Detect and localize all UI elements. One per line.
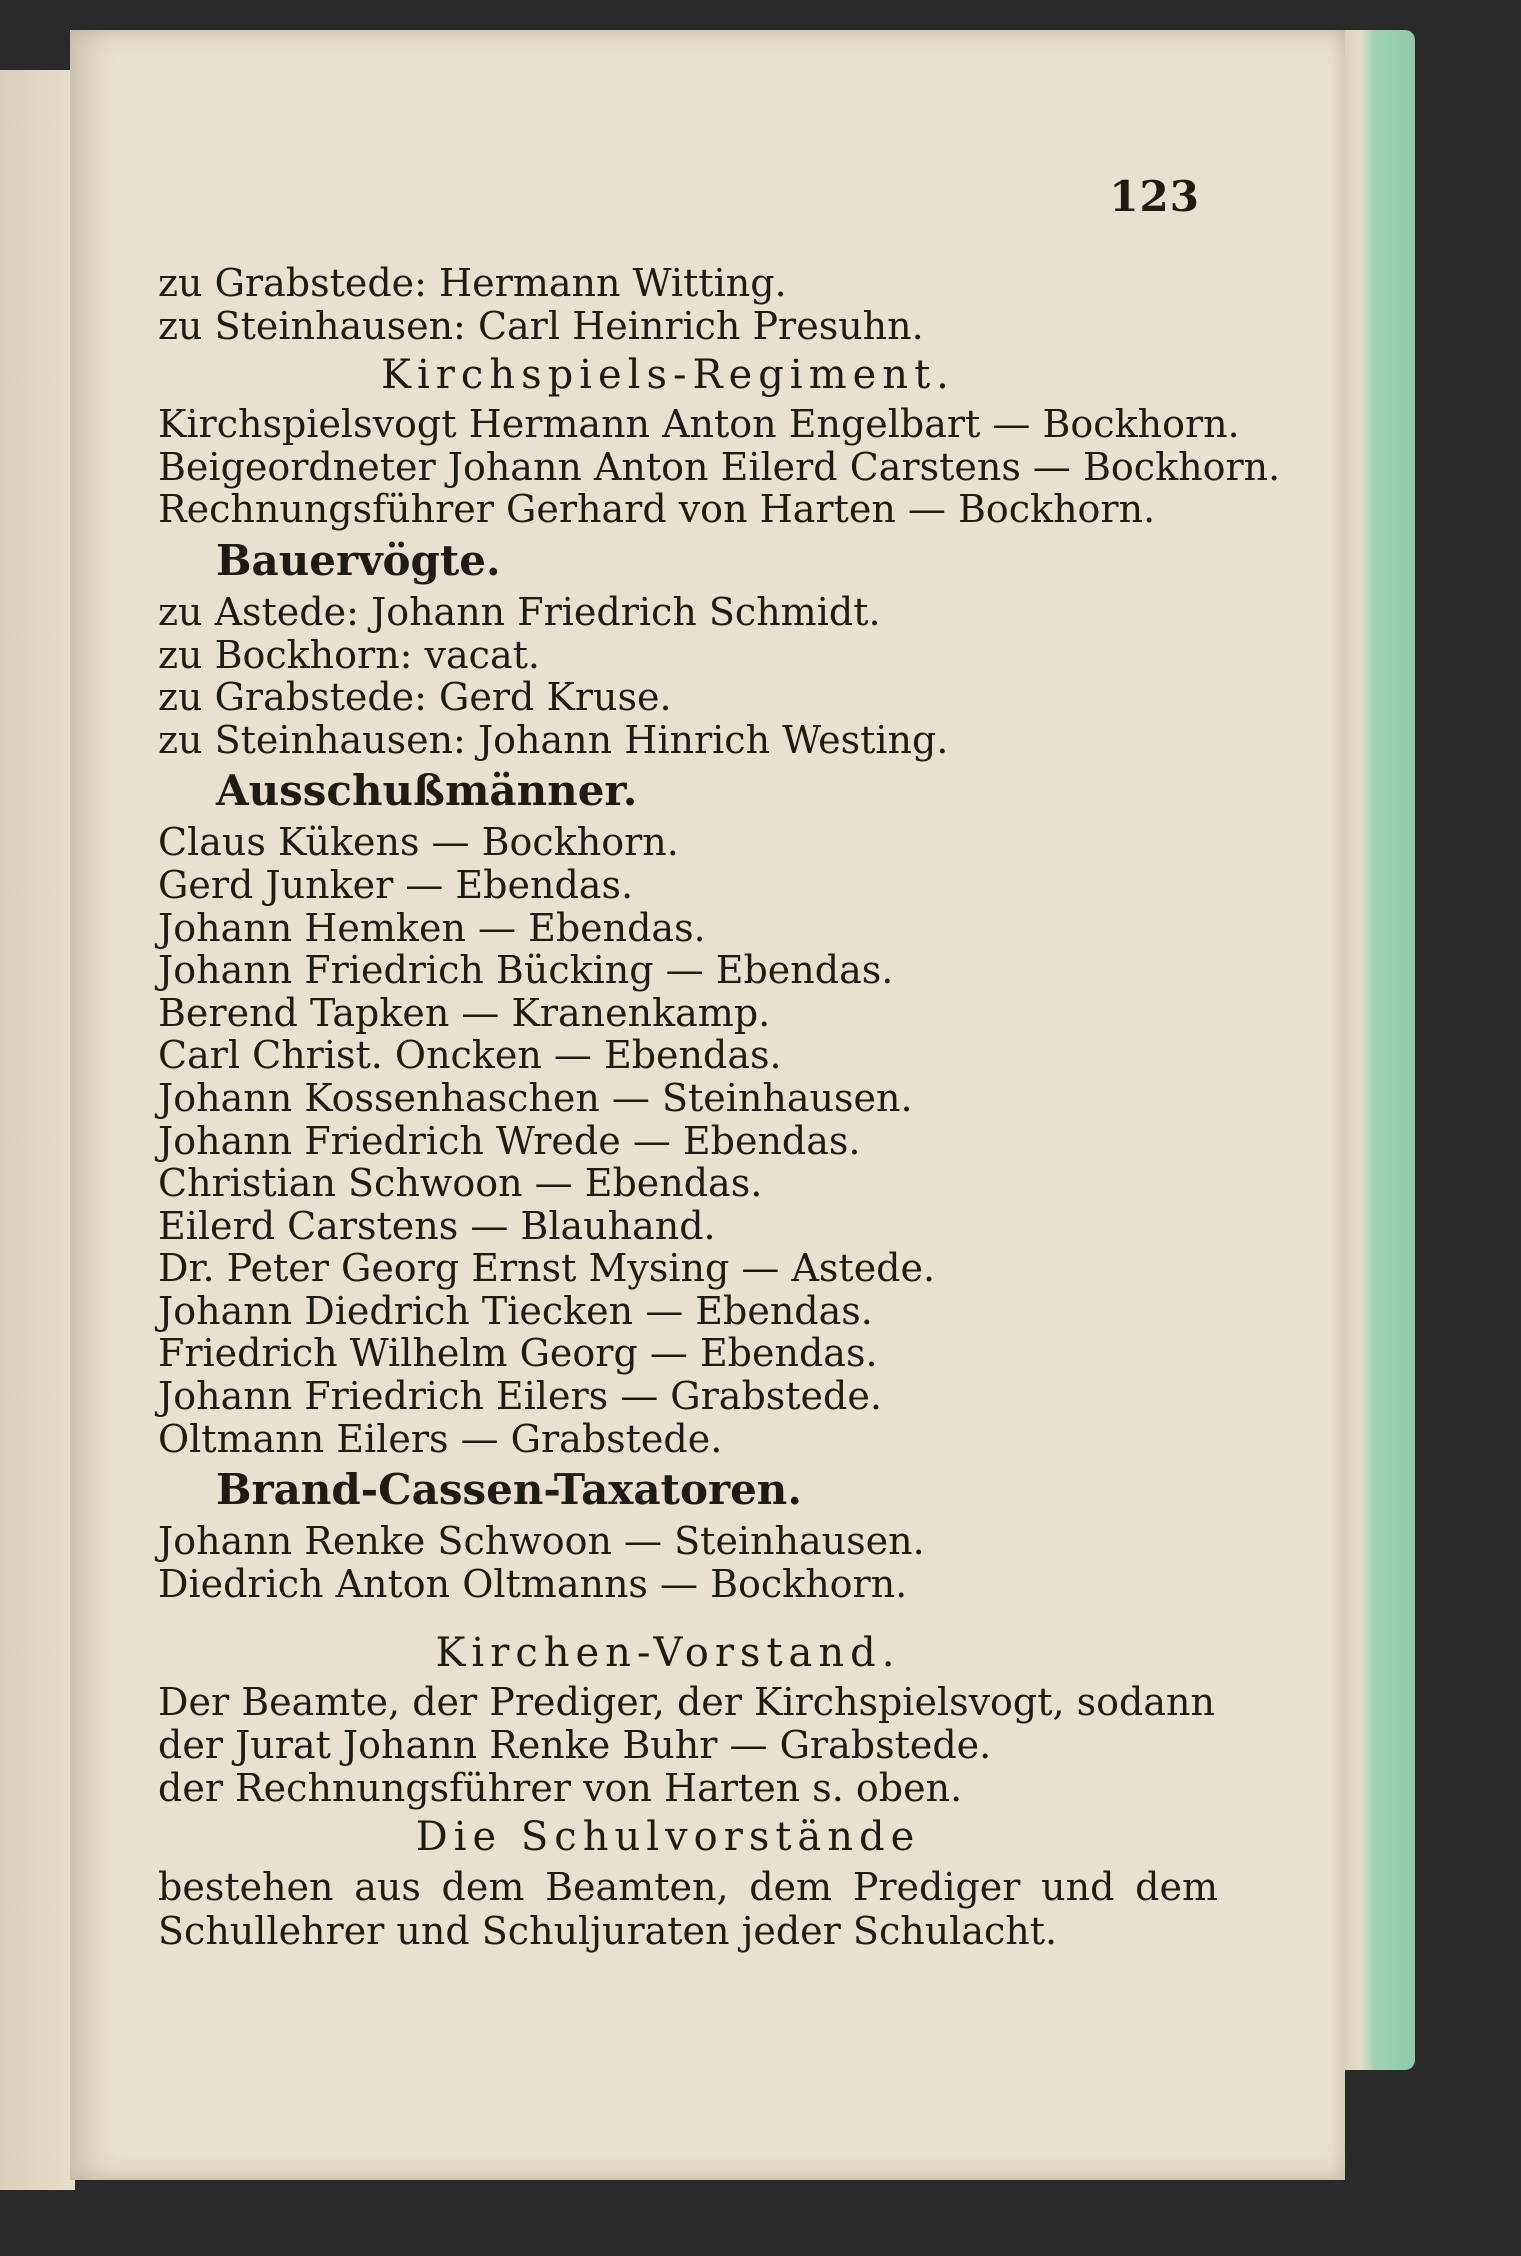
text-line: Friedrich Wilhelm Georg — Ebendas. [158,1331,878,1376]
text-line: Gerd Junker — Ebendas. [158,862,634,907]
text-line: Oltmann Eilers — Grabstede. [158,1416,723,1461]
text-line: Johann Hemken — Ebendas. [158,905,706,950]
text-line: Diedrich Anton Oltmanns — Bockhorn. [158,1561,908,1606]
section-heading-kirchspiels-regiment: Kirchspiels-Regiment. [381,352,955,399]
text-line: zu Astede: Johann Friedrich Schmidt. [158,589,881,634]
text-line: Johann Kossenhaschen — Steinhausen. [158,1075,913,1120]
section-title-ausschussmaenner: Ausschußmänner. [216,766,638,816]
text-line: Johann Friedrich Wrede — Ebendas. [158,1118,861,1163]
text-line: Christian Schwoon — Ebendas. [158,1161,763,1206]
paragraph-schulvorstaende: bestehen aus dem Beamten, dem Prediger und dem Schullehrer und Schuljuraten jeder Schulacht. [158,1865,1218,1954]
text-line: der Rechnungsführer von Harten s. oben. [158,1765,963,1810]
text-line: Berend Tapken — Kranenkamp. [158,990,771,1035]
section-title-brand-cassen-taxatoren: Brand-Cassen-Taxatoren. [216,1465,802,1515]
text-line: zu Steinhausen: Johann Hinrich Westing. [158,717,949,762]
text-line: Eilerd Carstens — Blauhand. [158,1203,716,1248]
section-heading-kirchen-vorstand: Kirchen-Vorstand. [435,1630,901,1677]
section-title-bauervoegte: Bauervögte. [216,535,501,585]
text-line: Beigeordneter Johann Anton Eilerd Carstens — Bockhorn. [158,444,1281,489]
text-line: zu Bockhorn: vacat. [158,632,540,677]
text-line: Carl Christ. Oncken — Ebendas. [158,1033,782,1078]
text-line: zu Grabstede: Gerd Kruse. [158,675,672,720]
text-line: Rechnungsführer Gerhard von Harten — Bockhorn. [158,487,1156,532]
facing-page-edge [0,70,75,2190]
text-line: Dr. Peter Georg Ernst Mysing — Astede. [158,1246,936,1291]
spacer [158,1605,1248,1625]
page-number: 123 [1109,172,1200,221]
page-content [158,261,1281,1954]
text-line: Der Beamte, der Prediger, der Kirchspielsvogt, sodann [158,1680,1215,1725]
text-line: der Jurat Johann Renke Buhr — Grabstede. [158,1723,992,1768]
text-line: Kirchspielsvogt Hermann Anton Engelbart — Bockhorn. [158,402,1240,447]
text-line: zu Grabstede: Hermann Witting. [158,261,787,305]
text-line: Johann Diedrich Tiecken — Ebendas. [158,1288,873,1333]
text-line: Johann Friedrich Bücking — Ebendas. [158,948,894,993]
book-page [70,30,1345,2180]
section-heading-schulvorstaende: Die Schulvorstände [415,1814,921,1861]
text-line: Johann Renke Schwoon — Steinhausen. [158,1519,925,1564]
text-line: Johann Friedrich Eilers — Grabstede. [158,1374,882,1419]
text-line: zu Steinhausen: Carl Heinrich Presuhn. [158,303,924,348]
text-line: Claus Kükens — Bockhorn. [158,820,679,865]
